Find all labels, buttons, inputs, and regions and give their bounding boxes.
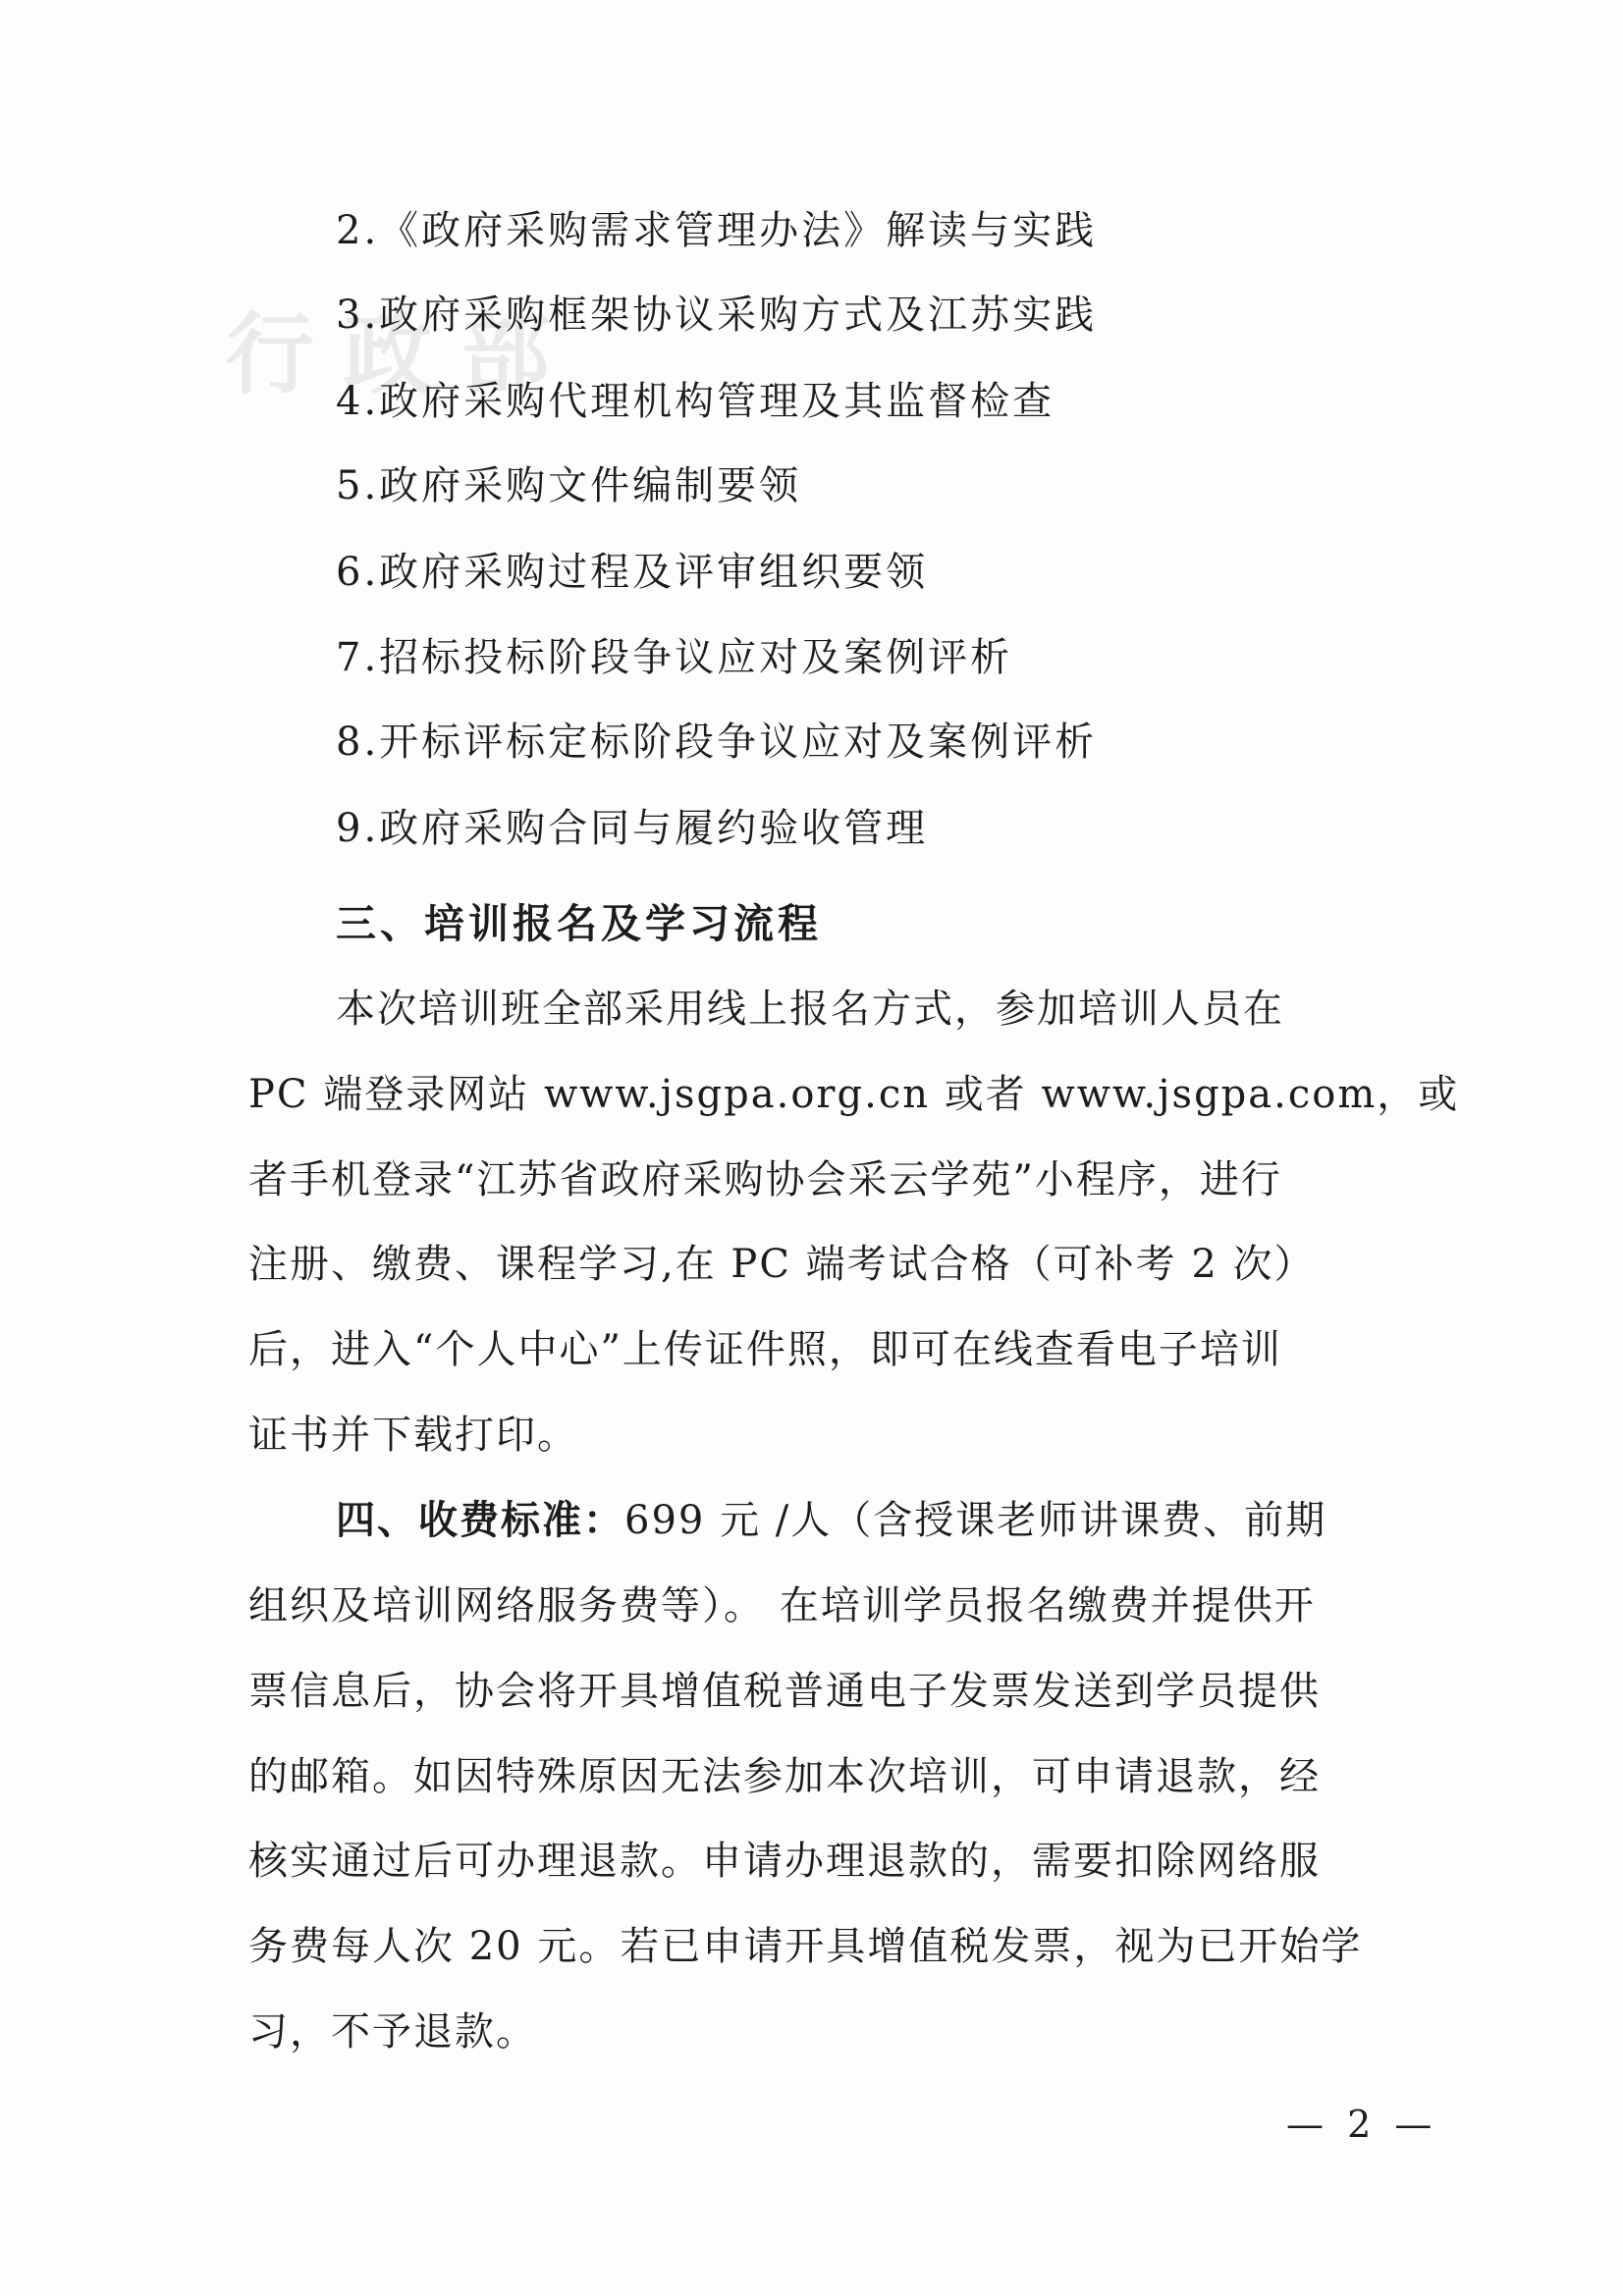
list-item: 3.政府采购框架协议采购方式及江苏实践 (336, 293, 1098, 338)
list-item: 9.政府采购合同与履约验收管理 (336, 806, 929, 851)
paragraph-line: 后，进入“个人中心”上传证件照，即可在线查看电子培训 (248, 1327, 1282, 1372)
paragraph-line: 核实通过后可办理退款。申请办理退款的，需要扣除网络服 (248, 1839, 1321, 1884)
fee-standard-line (336, 1489, 1326, 1545)
list-item: 5.政府采购文件编制要领 (336, 463, 802, 508)
section-heading: 四、收费标准： (336, 1497, 624, 1543)
paragraph-line: 票信息后，协会将开具增值税普通电子发票发送到学员提供 (248, 1669, 1321, 1714)
list-item: 8.开标评标定标阶段争议应对及案例评析 (336, 720, 1098, 765)
paragraph-line: 本次培训班全部采用线上报名方式，参加培训人员在 (336, 987, 1284, 1032)
bleed-through-text: 行政部 (226, 302, 579, 406)
fee-text: 699 元 /人（含授课老师讲课费、前期 (624, 1498, 1327, 1543)
paragraph-line: 的邮箱。如因特殊原因无法参加本次培训，可申请退款，经 (248, 1754, 1321, 1799)
paragraph-line: 证书并下载打印。 (248, 1413, 578, 1458)
paragraph-line: 习，不予退款。 (248, 2009, 537, 2055)
list-item: 2.《政府采购需求管理办法》解读与实践 (336, 208, 1098, 253)
list-item: 4.政府采购代理机构管理及其监督检查 (336, 379, 1055, 424)
paragraph-line: 注册、缴费、课程学习,在 PC 端考试合格（可补考 2 次） (248, 1242, 1316, 1287)
list-item: 7.招标投标阶段争议应对及案例评析 (336, 635, 1013, 680)
paragraph-line: PC 端登录网站 www.jsgpa.org.cn 或者 www.jsgpa.com，或 (248, 1072, 1460, 1117)
paragraph-line: 务费每人次 20 元。若已申请开具增值税发票，视为已开始学 (248, 1924, 1363, 1969)
paragraph-line: 者手机登录“江苏省政府采购协会采云学苑”小程序，进行 (248, 1157, 1282, 1202)
paragraph-line: 组织及培训网络服务费等）。 在培训学员报名缴费并提供开 (248, 1583, 1316, 1629)
list-item: 6.政府采购过程及评审组织要领 (336, 550, 929, 595)
section-heading: 三、培训报名及学习流程 (336, 900, 822, 947)
page-number: — 2 — (1286, 2103, 1438, 2146)
